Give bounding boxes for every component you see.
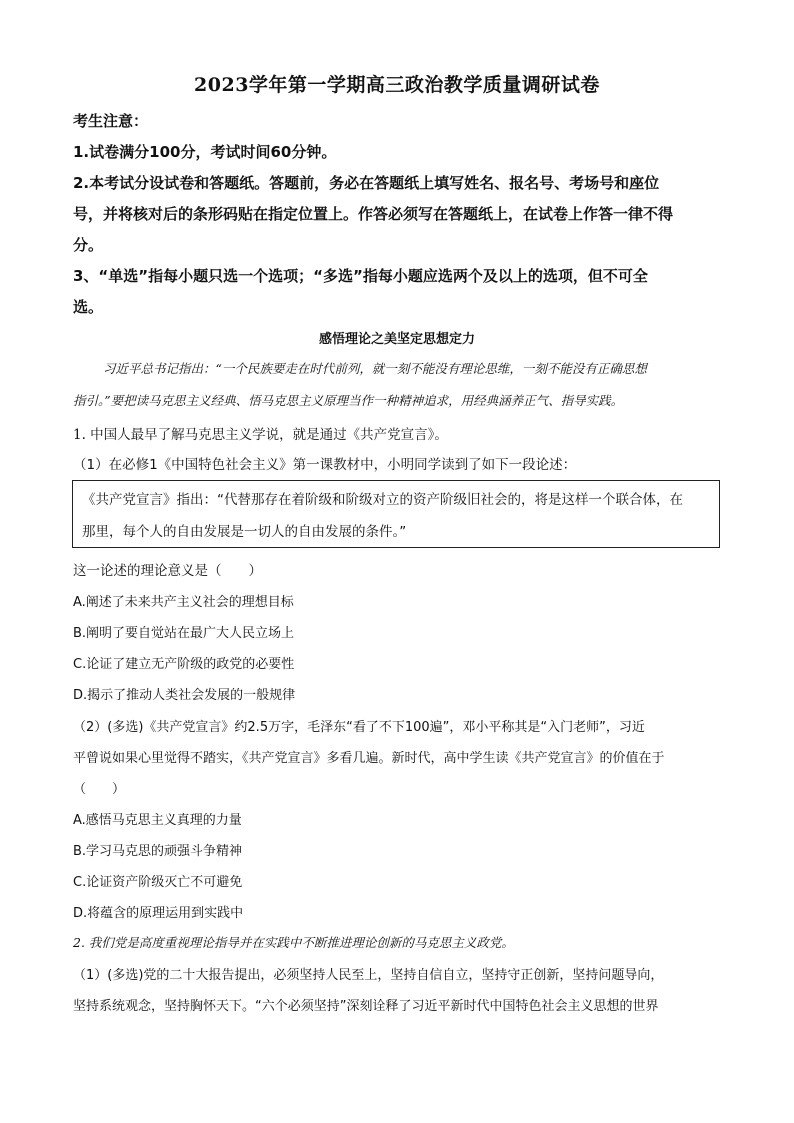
option-d: D.将蕴含的原理运用到实践中: [73, 906, 244, 921]
notice-heading: 考生注意：: [73, 112, 149, 130]
option-c: C.论证了建立无产阶级的政党的必要性: [73, 657, 295, 672]
option-b: B.学习马克思的顽强斗争精神: [73, 844, 243, 859]
option-b: B.阐明了要自觉站在最广大人民立场上: [73, 626, 295, 641]
exam-title: 2023学年第一学期高三政治教学质量调研试卷: [194, 74, 600, 96]
section-intro-line: 习近平总书记指出：“一个民族要走在时代前列，就一刻不能没有理论思维，一刻不能没有正确思想: [103, 361, 647, 376]
option-a: A.感悟马克思主义真理的力量: [73, 813, 242, 828]
notice-line: 2.本考试分设试卷和答题纸。答题前，务必在答题纸上填写姓名、报名号、考场号和座位: [73, 174, 660, 192]
question-2-1-line: 坚持系统观念，坚持胸怀天下。“六个必须坚持”深刻诠释了习近平新时代中国特色社会主义思想的世界: [73, 999, 659, 1014]
notice-line: 3、“单选”指每小题只选一个选项；“多选”指每小题应选两个及以上的选项，但不可全: [73, 267, 648, 285]
notice-line: 选。: [73, 298, 104, 316]
question-1-2-line: 平曾说如果心里觉得不踏实，《共产党宣言》多看几遍。新时代，高中学生读《共产党宣言》的价值在于: [73, 751, 665, 766]
notice-line: 号，并将核对后的条形码贴在指定位置上。作答必须写在答题纸上，在试卷上作答一律不得: [73, 205, 674, 223]
quote-line: 那里，每个人的自由发展是一切人的自由发展的条件。”: [82, 524, 407, 540]
question-1-1-prompt: 这一论述的理论意义是（ ）: [73, 563, 262, 579]
question-2-stem: 2. 我们党是高度重视理论指导并在实践中不断推进理论创新的马克思主义政党。: [73, 935, 514, 950]
question-2-1-line: （1）(多选)党的二十大报告提出，必须坚持人民至上，坚持自信自立，坚持守正创新，坚持问题导向，: [73, 968, 664, 983]
question-1-stem: 1. 中国人最早了解马克思主义学说，就是通过《共产党宣言》。: [73, 427, 448, 443]
question-1-1-text: （1）在必修1《中国特色社会主义》第一课教材中，小明同学读到了如下一段论述：: [73, 457, 577, 473]
option-c: C.论证资产阶级灭亡不可避免: [73, 875, 243, 890]
notice-line: 1.试卷满分100分，考试时间60分钟。: [73, 143, 337, 161]
question-1-2-line: （ ）: [73, 782, 126, 797]
option-a: A.阐述了未来共产主义社会的理想目标: [73, 595, 294, 610]
quote-line: 《共产党宣言》指出：“代替那存在着阶级和阶级对立的资产阶级旧社会的，将是这样一个联合体，在: [82, 492, 683, 508]
option-d: D.揭示了推动人类社会发展的一般规律: [73, 688, 296, 703]
notice-line: 分。: [73, 236, 104, 254]
section-intro-line: 指引。”要把读马克思主义经典、悟马克思主义原理当作一种精神追求，用经典涵养正气、指导实践。: [73, 393, 624, 408]
section-title: 感悟理论之美坚定思想定力: [318, 332, 475, 347]
question-1-2-line: （2）(多选)《共产党宣言》约2.5万字，毛泽东“看了不下100遍”，邓小平称其是“入门老师”，习近: [73, 720, 645, 735]
